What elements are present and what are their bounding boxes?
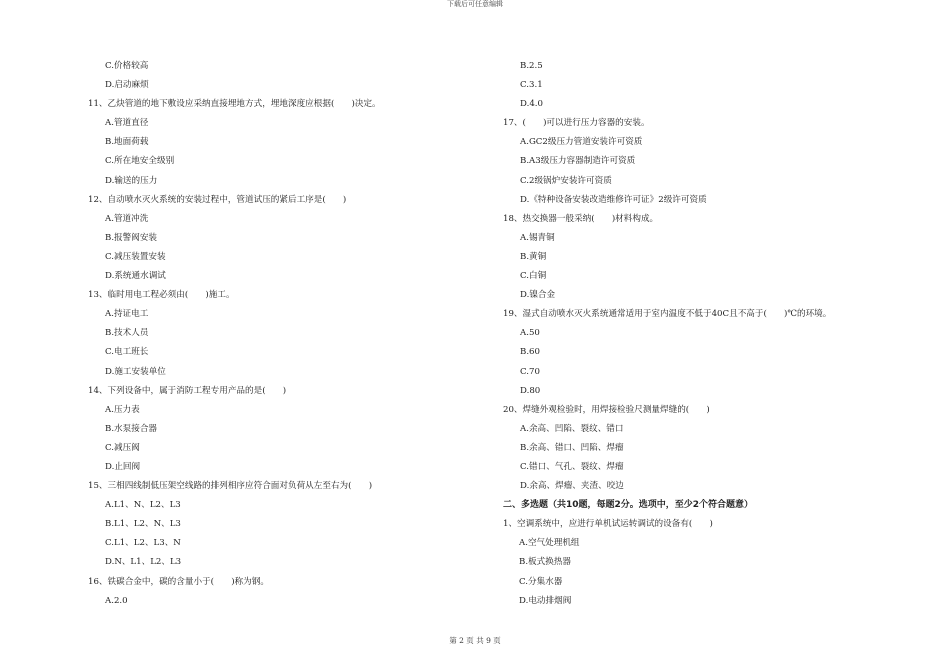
question-line: 16、铁碳合金中，碳的含量小于( )称为钢。 [88, 576, 269, 587]
option-line: D.止回阀 [105, 461, 141, 472]
option-line: B.报警阀安装 [105, 232, 158, 243]
question-line: 12、自动喷水灭火系统的安装过程中，管道试压的紧后工序是( ) [88, 194, 347, 205]
option-line: A.空气处理机组 [519, 538, 580, 549]
option-line: C.2级锅炉安装许可资质 [520, 175, 612, 186]
question-line: 13、临时用电工程必须由( )施工。 [88, 290, 235, 301]
option-line: B.60 [520, 347, 540, 358]
question-line: 17、( )可以进行压力容器的安装。 [503, 118, 650, 129]
option-line: C.L1、L2、L3、N [105, 538, 181, 549]
page-footer: 第 2 页 共 9 页 [449, 636, 501, 645]
option-line: D.余高、焊瘤、夹渣、咬边 [520, 481, 624, 492]
option-line: D.施工安装单位 [105, 366, 166, 377]
option-line: C.所在地安全级别 [105, 156, 175, 167]
option-line: D.4.0 [520, 99, 543, 110]
option-line: B.2.5 [520, 61, 543, 71]
question-line: 1、空调系统中，应进行单机试运转调试的设备有( ) [503, 519, 713, 530]
right-column [503, 57, 893, 611]
option-line: C.白铜 [520, 271, 547, 282]
option-line: D.启动麻烦 [105, 80, 149, 91]
option-line: D.80 [520, 385, 541, 396]
question-line: 20、焊缝外观检验时，用焊接检验尺测量焊缝的( ) [503, 404, 710, 415]
option-line: A.管道冲洗 [105, 213, 149, 224]
option-line: B.地面荷载 [105, 137, 149, 148]
option-line: C.错口、气孔、裂纹、焊瘤 [520, 461, 624, 472]
option-line: A.50 [520, 328, 540, 339]
option-line: B.技术人员 [105, 328, 149, 339]
option-line: A.持证电工 [105, 309, 149, 320]
question-line: 14、下列设备中，属于消防工程专用产品的是( ) [88, 385, 287, 396]
left-column [88, 57, 488, 611]
option-line: C.减压阀 [105, 442, 140, 453]
option-line: A.余高、凹陷、裂纹、错口 [520, 423, 624, 434]
option-line: A.GC2级压力管道安装许可资质 [520, 137, 643, 148]
option-line: A.2.0 [105, 595, 128, 606]
option-line: C.电工班长 [105, 347, 149, 358]
question-line: 15、三相四线制低压架空线路的排列相序应符合面对负荷从左至右为( ) [88, 481, 373, 492]
option-line: B.余高、错口、凹陷、焊瘤 [520, 442, 624, 453]
option-line: D.《特种设备安装改造维修许可证》2级许可资质 [520, 194, 707, 205]
option-line: A.管道直径 [105, 118, 149, 129]
option-line: B.黄铜 [520, 251, 547, 262]
option-line: D.N、L1、L2、L3 [105, 557, 182, 568]
option-line: B.L1、L2、N、L3 [105, 519, 181, 530]
option-line: D.输送的压力 [105, 175, 158, 186]
page-header: 下载后可任意编辑 [447, 0, 503, 8]
option-line: A.锡青铜 [520, 232, 555, 243]
option-line: B.板式换热器 [519, 557, 572, 568]
section-heading: 二、多选题（共10题，每题2分。选项中，至少2个符合题意） [503, 500, 754, 511]
question-line: 11、乙炔管道的地下敷设应采纳直接埋地方式，埋地深度应根据( )决定。 [88, 99, 381, 110]
option-line: C.价格较高 [105, 61, 149, 71]
option-line: C.分集水器 [519, 576, 563, 587]
option-line: D.电动排烟阀 [519, 595, 572, 606]
option-line: C.3.1 [520, 80, 543, 91]
option-line: C.减压装置安装 [105, 251, 166, 262]
option-line: A.压力表 [105, 404, 140, 415]
option-line: B.A3级压力容器制造许可资质 [520, 156, 636, 167]
option-line: A.L1、N、L2、L3 [105, 500, 181, 511]
question-line: 18、热交换器一般采纳( )材料构成。 [503, 213, 659, 224]
option-line: C.70 [520, 366, 540, 377]
option-line: B.水泵接合器 [105, 423, 158, 434]
option-line: D.系统通水调试 [105, 271, 166, 282]
option-line: D.镍合金 [520, 290, 556, 301]
question-line: 19、湿式自动喷水灭火系统通常适用于室内温度不低于40C且不高于( )℃的环境。 [503, 309, 832, 320]
